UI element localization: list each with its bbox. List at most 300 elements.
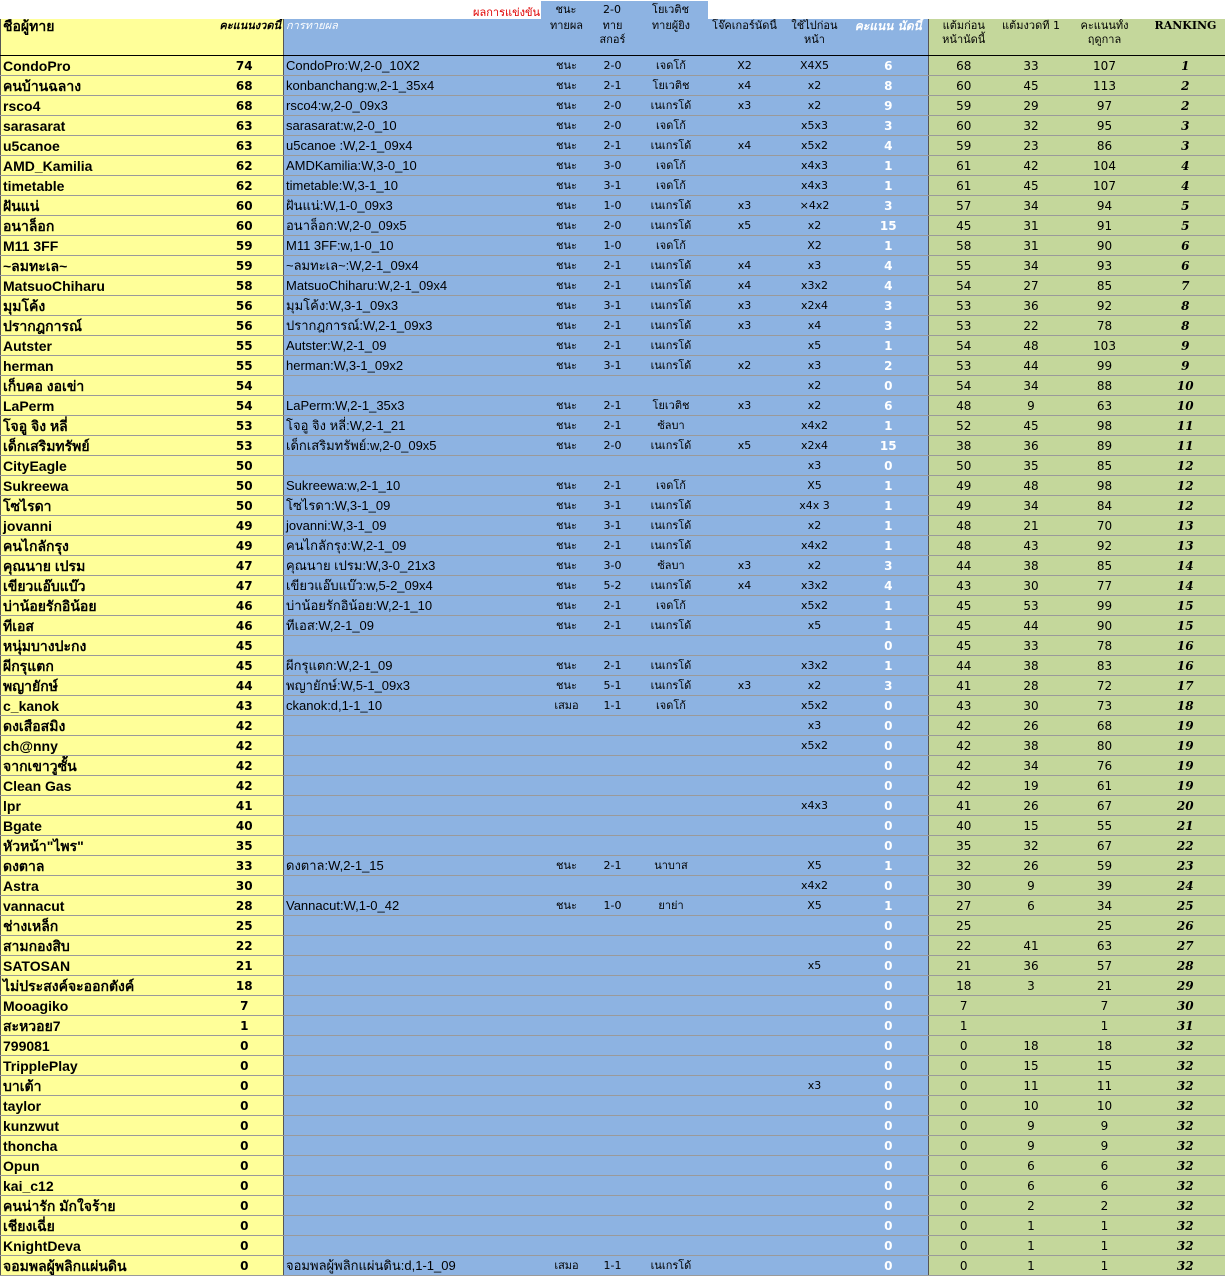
season-points: 92	[1064, 296, 1146, 316]
ranking: 10	[1146, 396, 1225, 416]
joker-today: x4	[709, 256, 781, 276]
round1-points: 9	[999, 1116, 1064, 1136]
joker-today	[709, 696, 781, 716]
round1-points: 18	[999, 1036, 1064, 1056]
joker-today	[709, 156, 781, 176]
player-name: เชียงเฉี่ย	[1, 1216, 206, 1236]
player-name: หัวหน้า"ไพร"	[1, 836, 206, 856]
round1-points: 27	[999, 276, 1064, 296]
player-name: คนไกลักรุง	[1, 536, 206, 556]
guess-text: MatsuoChiharu:W,2-1_09x4	[284, 276, 542, 296]
joker-today: x2	[709, 356, 781, 376]
season-points: 113	[1064, 76, 1146, 96]
guess-scorer: เนเกรโด้	[634, 516, 709, 536]
prev-points: 44	[929, 656, 999, 676]
table-row	[1, 976, 1225, 996]
joker-used	[781, 1256, 849, 1276]
round1-points: 41	[999, 936, 1064, 956]
joker-used	[781, 1116, 849, 1136]
round1-points: 31	[999, 236, 1064, 256]
guess-scorer	[634, 1076, 709, 1096]
guess-result	[542, 876, 592, 896]
season-points: 104	[1064, 156, 1146, 176]
guess-score	[592, 1096, 634, 1116]
guess-result	[542, 1016, 592, 1036]
guess-scorer: เนเกรโด้	[634, 496, 709, 516]
table-row	[1, 596, 1225, 616]
joker-used: x3	[781, 1076, 849, 1096]
player-name: ไม่ประสงค์จะออกตังค์	[1, 976, 206, 996]
round1-points: 30	[999, 576, 1064, 596]
guess-score	[592, 1176, 634, 1196]
prev-points: 49	[929, 476, 999, 496]
guess-result	[542, 1116, 592, 1136]
guess-scorer: เนเกรโด้	[634, 296, 709, 316]
match-points: 3	[849, 196, 929, 216]
ranking: 10	[1146, 376, 1225, 396]
joker-today	[709, 1136, 781, 1156]
match-points: 0	[849, 1256, 929, 1276]
round1-points: 30	[999, 696, 1064, 716]
round1-points: 48	[999, 476, 1064, 496]
ranking: 32	[1146, 1236, 1225, 1256]
today-score: 56	[206, 316, 284, 336]
guess-result	[542, 1076, 592, 1096]
season-points: 39	[1064, 876, 1146, 896]
prev-points: 59	[929, 96, 999, 116]
table-row	[1, 616, 1225, 636]
table-row	[1, 216, 1225, 236]
guess-scorer: เนเกรโด้	[634, 336, 709, 356]
joker-used: x5	[781, 336, 849, 356]
joker-used: x2	[781, 516, 849, 536]
ranking: 1	[1146, 56, 1225, 76]
guess-scorer	[634, 976, 709, 996]
joker-today	[709, 876, 781, 896]
joker-used: x4x2	[781, 876, 849, 896]
round1-points: 33	[999, 56, 1064, 76]
today-score: 18	[206, 976, 284, 996]
ranking: 32	[1146, 1076, 1225, 1096]
guess-score	[592, 1036, 634, 1056]
joker-today	[709, 716, 781, 736]
header-today-score: คะแนนงวดนี้	[206, 19, 284, 56]
prev-points: 0	[929, 1216, 999, 1236]
player-name: KnightDeva	[1, 1236, 206, 1256]
match-points: 0	[849, 1096, 929, 1116]
joker-used: x3x2	[781, 576, 849, 596]
joker-used: x4x 3	[781, 496, 849, 516]
player-name: สามกองสิบ	[1, 936, 206, 956]
round1-points: 1	[999, 1236, 1064, 1256]
today-score: 54	[206, 376, 284, 396]
joker-used	[781, 1196, 849, 1216]
guess-scorer: เจดโก้	[634, 236, 709, 256]
round1-points: 21	[999, 516, 1064, 536]
round1-points: 44	[999, 616, 1064, 636]
table-row	[1, 336, 1225, 356]
prev-points: 0	[929, 1036, 999, 1056]
joker-used: X5	[781, 856, 849, 876]
guess-scorer: โยเวติช	[634, 396, 709, 416]
ranking: 27	[1146, 936, 1225, 956]
guess-scorer	[634, 796, 709, 816]
ranking: 32	[1146, 1216, 1225, 1236]
guess-result: ชนะ	[542, 296, 592, 316]
today-score: 0	[206, 1256, 284, 1276]
match-points: 0	[849, 1156, 929, 1176]
player-name: Autster	[1, 336, 206, 356]
round1-points: 6	[999, 1176, 1064, 1196]
prev-points: 43	[929, 576, 999, 596]
guess-score	[592, 956, 634, 976]
ranking: 14	[1146, 556, 1225, 576]
today-score: 54	[206, 396, 284, 416]
joker-used	[781, 1096, 849, 1116]
today-score: 21	[206, 956, 284, 976]
today-score: 0	[206, 1196, 284, 1216]
joker-used	[781, 976, 849, 996]
season-points: 93	[1064, 256, 1146, 276]
ranking: 17	[1146, 676, 1225, 696]
table-row	[1, 496, 1225, 516]
today-score: 0	[206, 1036, 284, 1056]
header-name: ชื่อผู้ทาย	[1, 19, 206, 56]
ranking: 12	[1146, 476, 1225, 496]
guess-score	[592, 936, 634, 956]
guess-text: ckanok:d,1-1_10	[284, 696, 542, 716]
guess-result: ชนะ	[542, 576, 592, 596]
guess-score: 2-0	[592, 116, 634, 136]
ranking: 19	[1146, 776, 1225, 796]
ranking: 22	[1146, 836, 1225, 856]
match-points: 3	[849, 116, 929, 136]
guess-text	[284, 1076, 542, 1096]
joker-used: x2	[781, 676, 849, 696]
player-name: ดงเสือสมิง	[1, 716, 206, 736]
match-points: 6	[849, 396, 929, 416]
guess-scorer: เนเกรโด้	[634, 256, 709, 276]
header-joker-used: ใช้ไปก่อนหน้า	[781, 19, 849, 56]
round1-points: 26	[999, 716, 1064, 736]
table-row	[1, 916, 1225, 936]
player-name: rsco4	[1, 96, 206, 116]
round1-points: 38	[999, 736, 1064, 756]
today-score: 60	[206, 216, 284, 236]
guess-text: ~ลมทะเล~:W,2-1_09x4	[284, 256, 542, 276]
round1-points: 38	[999, 656, 1064, 676]
season-points: 95	[1064, 116, 1146, 136]
prev-points: 42	[929, 756, 999, 776]
today-score: 0	[206, 1076, 284, 1096]
table-row	[1, 1176, 1225, 1196]
ranking: 2	[1146, 96, 1225, 116]
joker-used: x2x4	[781, 436, 849, 456]
guess-text: timetable:W,3-1_10	[284, 176, 542, 196]
guess-result	[542, 376, 592, 396]
guess-score	[592, 776, 634, 796]
match-points: 1	[849, 176, 929, 196]
guess-text	[284, 996, 542, 1016]
today-score: 41	[206, 796, 284, 816]
round1-points: 42	[999, 156, 1064, 176]
guess-score	[592, 636, 634, 656]
season-points: 91	[1064, 216, 1146, 236]
table-row	[1, 1016, 1225, 1036]
guess-score: 1-1	[592, 696, 634, 716]
joker-today	[709, 1016, 781, 1036]
today-score: 50	[206, 456, 284, 476]
today-score: 0	[206, 1096, 284, 1116]
joker-today: x4	[709, 576, 781, 596]
table-row	[1, 1156, 1225, 1176]
season-points: 63	[1064, 396, 1146, 416]
player-name: thoncha	[1, 1136, 206, 1156]
prev-points: 0	[929, 1136, 999, 1156]
guess-text	[284, 1216, 542, 1236]
table-row	[1, 236, 1225, 256]
joker-today	[709, 1236, 781, 1256]
match-points: 0	[849, 776, 929, 796]
guess-result: ชนะ	[542, 436, 592, 456]
joker-used: x5x3	[781, 116, 849, 136]
guess-result: ชนะ	[542, 76, 592, 96]
table-row	[1, 996, 1225, 1016]
round1-points: 36	[999, 956, 1064, 976]
guess-text: AMDKamilia:W,3-0_10	[284, 156, 542, 176]
joker-used: x3	[781, 356, 849, 376]
player-name: ทีเอส	[1, 616, 206, 636]
match-points: 1	[849, 536, 929, 556]
match-points: 0	[849, 736, 929, 756]
table-row	[1, 56, 1225, 76]
joker-today	[709, 976, 781, 996]
guess-score: 3-1	[592, 516, 634, 536]
player-name: CityEagle	[1, 456, 206, 476]
table-row	[1, 696, 1225, 716]
prev-points: 21	[929, 956, 999, 976]
joker-used: X5	[781, 476, 849, 496]
table-row	[1, 756, 1225, 776]
prev-points: 53	[929, 356, 999, 376]
ranking: 32	[1146, 1056, 1225, 1076]
guess-result: ชนะ	[542, 556, 592, 576]
ranking: 8	[1146, 296, 1225, 316]
table-row	[1, 276, 1225, 296]
joker-used	[781, 936, 849, 956]
season-points: 98	[1064, 416, 1146, 436]
prev-points: 1	[929, 1016, 999, 1036]
joker-used: X5	[781, 896, 849, 916]
joker-used: x4x2	[781, 416, 849, 436]
table-row	[1, 536, 1225, 556]
prev-points: 61	[929, 156, 999, 176]
table-row	[1, 516, 1225, 536]
joker-today: x3	[709, 296, 781, 316]
ranking: 12	[1146, 456, 1225, 476]
guess-scorer: เนเกรโด้	[634, 356, 709, 376]
joker-used	[781, 816, 849, 836]
match-points: 0	[849, 1076, 929, 1096]
table-row	[1, 936, 1225, 956]
round1-points: 48	[999, 336, 1064, 356]
ranking: 16	[1146, 636, 1225, 656]
joker-today: x5	[709, 216, 781, 236]
joker-today	[709, 516, 781, 536]
guess-text: คุณนาย เปรม:W,3-0_21x3	[284, 556, 542, 576]
guess-score	[592, 1216, 634, 1236]
joker-today	[709, 1196, 781, 1216]
guess-score: 2-0	[592, 436, 634, 456]
match-points: 2	[849, 356, 929, 376]
guess-text	[284, 376, 542, 396]
match-points: 1	[849, 236, 929, 256]
today-score: 50	[206, 476, 284, 496]
guess-result	[542, 1136, 592, 1156]
ranking: 16	[1146, 656, 1225, 676]
joker-used: X2	[781, 236, 849, 256]
ranking: 21	[1146, 816, 1225, 836]
joker-today	[709, 1096, 781, 1116]
today-score: 53	[206, 436, 284, 456]
match-points: 0	[849, 1036, 929, 1056]
prev-points: 49	[929, 496, 999, 516]
guess-score	[592, 916, 634, 936]
table-row	[1, 636, 1225, 656]
joker-today	[709, 756, 781, 776]
guess-text: คนไกลักรุง:W,2-1_09	[284, 536, 542, 556]
guess-text	[284, 976, 542, 996]
joker-used	[781, 776, 849, 796]
prev-points: 38	[929, 436, 999, 456]
prev-points: 61	[929, 176, 999, 196]
today-score: 25	[206, 916, 284, 936]
today-score: 68	[206, 96, 284, 116]
guess-result: ชนะ	[542, 196, 592, 216]
guess-result	[542, 936, 592, 956]
guess-scorer	[634, 1216, 709, 1236]
guess-score	[592, 796, 634, 816]
result-label: ผลการแข่งขัน	[473, 6, 540, 19]
today-score: 47	[206, 556, 284, 576]
ranking: 32	[1146, 1196, 1225, 1216]
season-points: 98	[1064, 476, 1146, 496]
table-row	[1, 956, 1225, 976]
match-points: 0	[849, 796, 929, 816]
round1-points: 43	[999, 536, 1064, 556]
round1-points: 3	[999, 976, 1064, 996]
today-score: 45	[206, 656, 284, 676]
round1-points: 15	[999, 816, 1064, 836]
guess-scorer	[634, 1096, 709, 1116]
joker-today: x4	[709, 136, 781, 156]
guess-text: ฝันแน่:W,1-0_09x3	[284, 196, 542, 216]
match-points: 1	[849, 336, 929, 356]
table-row	[1, 456, 1225, 476]
ranking: 5	[1146, 196, 1225, 216]
guess-result	[542, 816, 592, 836]
table-row	[1, 1056, 1225, 1076]
player-name: Bgate	[1, 816, 206, 836]
guess-score: 2-1	[592, 336, 634, 356]
today-score: 53	[206, 416, 284, 436]
prev-points: 0	[929, 1076, 999, 1096]
joker-used: x2x4	[781, 296, 849, 316]
round1-points: 6	[999, 896, 1064, 916]
joker-today	[709, 376, 781, 396]
guess-score	[592, 816, 634, 836]
guess-scorer	[634, 756, 709, 776]
guess-result	[542, 716, 592, 736]
joker-used: x2	[781, 76, 849, 96]
table-row	[1, 476, 1225, 496]
today-score: 22	[206, 936, 284, 956]
guess-score: 2-1	[592, 476, 634, 496]
prev-points: 45	[929, 596, 999, 616]
guess-scorer	[634, 1116, 709, 1136]
ranking: 11	[1146, 416, 1225, 436]
prev-points: 60	[929, 76, 999, 96]
header-guess: การทายผล	[284, 19, 542, 56]
match-points: 9	[849, 96, 929, 116]
round1-points: 35	[999, 456, 1064, 476]
guess-text	[284, 1036, 542, 1056]
prev-points: 42	[929, 776, 999, 796]
round1-points: 38	[999, 556, 1064, 576]
joker-today	[709, 796, 781, 816]
prev-points: 0	[929, 1236, 999, 1256]
player-name: jovanni	[1, 516, 206, 536]
table-row	[1, 396, 1225, 416]
today-score: 55	[206, 356, 284, 376]
guess-scorer: เนเกรโด้	[634, 96, 709, 116]
table-row	[1, 196, 1225, 216]
joker-today	[709, 996, 781, 1016]
guess-text: เขียวแอ๊บแบ๊ว:w,5-2_09x4	[284, 576, 542, 596]
match-points: 1	[849, 516, 929, 536]
table-row	[1, 116, 1225, 136]
joker-today	[709, 916, 781, 936]
guess-scorer: ยาย่า	[634, 896, 709, 916]
guess-scorer: เนเกรโด้	[634, 616, 709, 636]
guess-text: พญายักษ์:W,5-1_09x3	[284, 676, 542, 696]
today-score: 0	[206, 1116, 284, 1136]
guess-text: Sukreewa:w,2-1_10	[284, 476, 542, 496]
joker-used: x5x2	[781, 696, 849, 716]
result-outcome: ชนะ	[541, 1, 591, 19]
header-row	[1, 19, 1225, 56]
round1-points: 15	[999, 1056, 1064, 1076]
ranking: 15	[1146, 596, 1225, 616]
guess-result	[542, 776, 592, 796]
match-points: 4	[849, 136, 929, 156]
joker-today: x3	[709, 396, 781, 416]
prev-points: 55	[929, 256, 999, 276]
guess-text: มุมโค้ง:W,3-1_09x3	[284, 296, 542, 316]
joker-used: x5	[781, 616, 849, 636]
joker-used	[781, 916, 849, 936]
table-row	[1, 676, 1225, 696]
player-name: คุณนาย เปรม	[1, 556, 206, 576]
match-points: 1	[849, 476, 929, 496]
prev-points: 45	[929, 216, 999, 236]
guess-text: ปรากฎการณ์:W,2-1_09x3	[284, 316, 542, 336]
guess-text	[284, 796, 542, 816]
guess-score	[592, 1016, 634, 1036]
today-score: 55	[206, 336, 284, 356]
joker-today	[709, 936, 781, 956]
joker-today: x4	[709, 76, 781, 96]
